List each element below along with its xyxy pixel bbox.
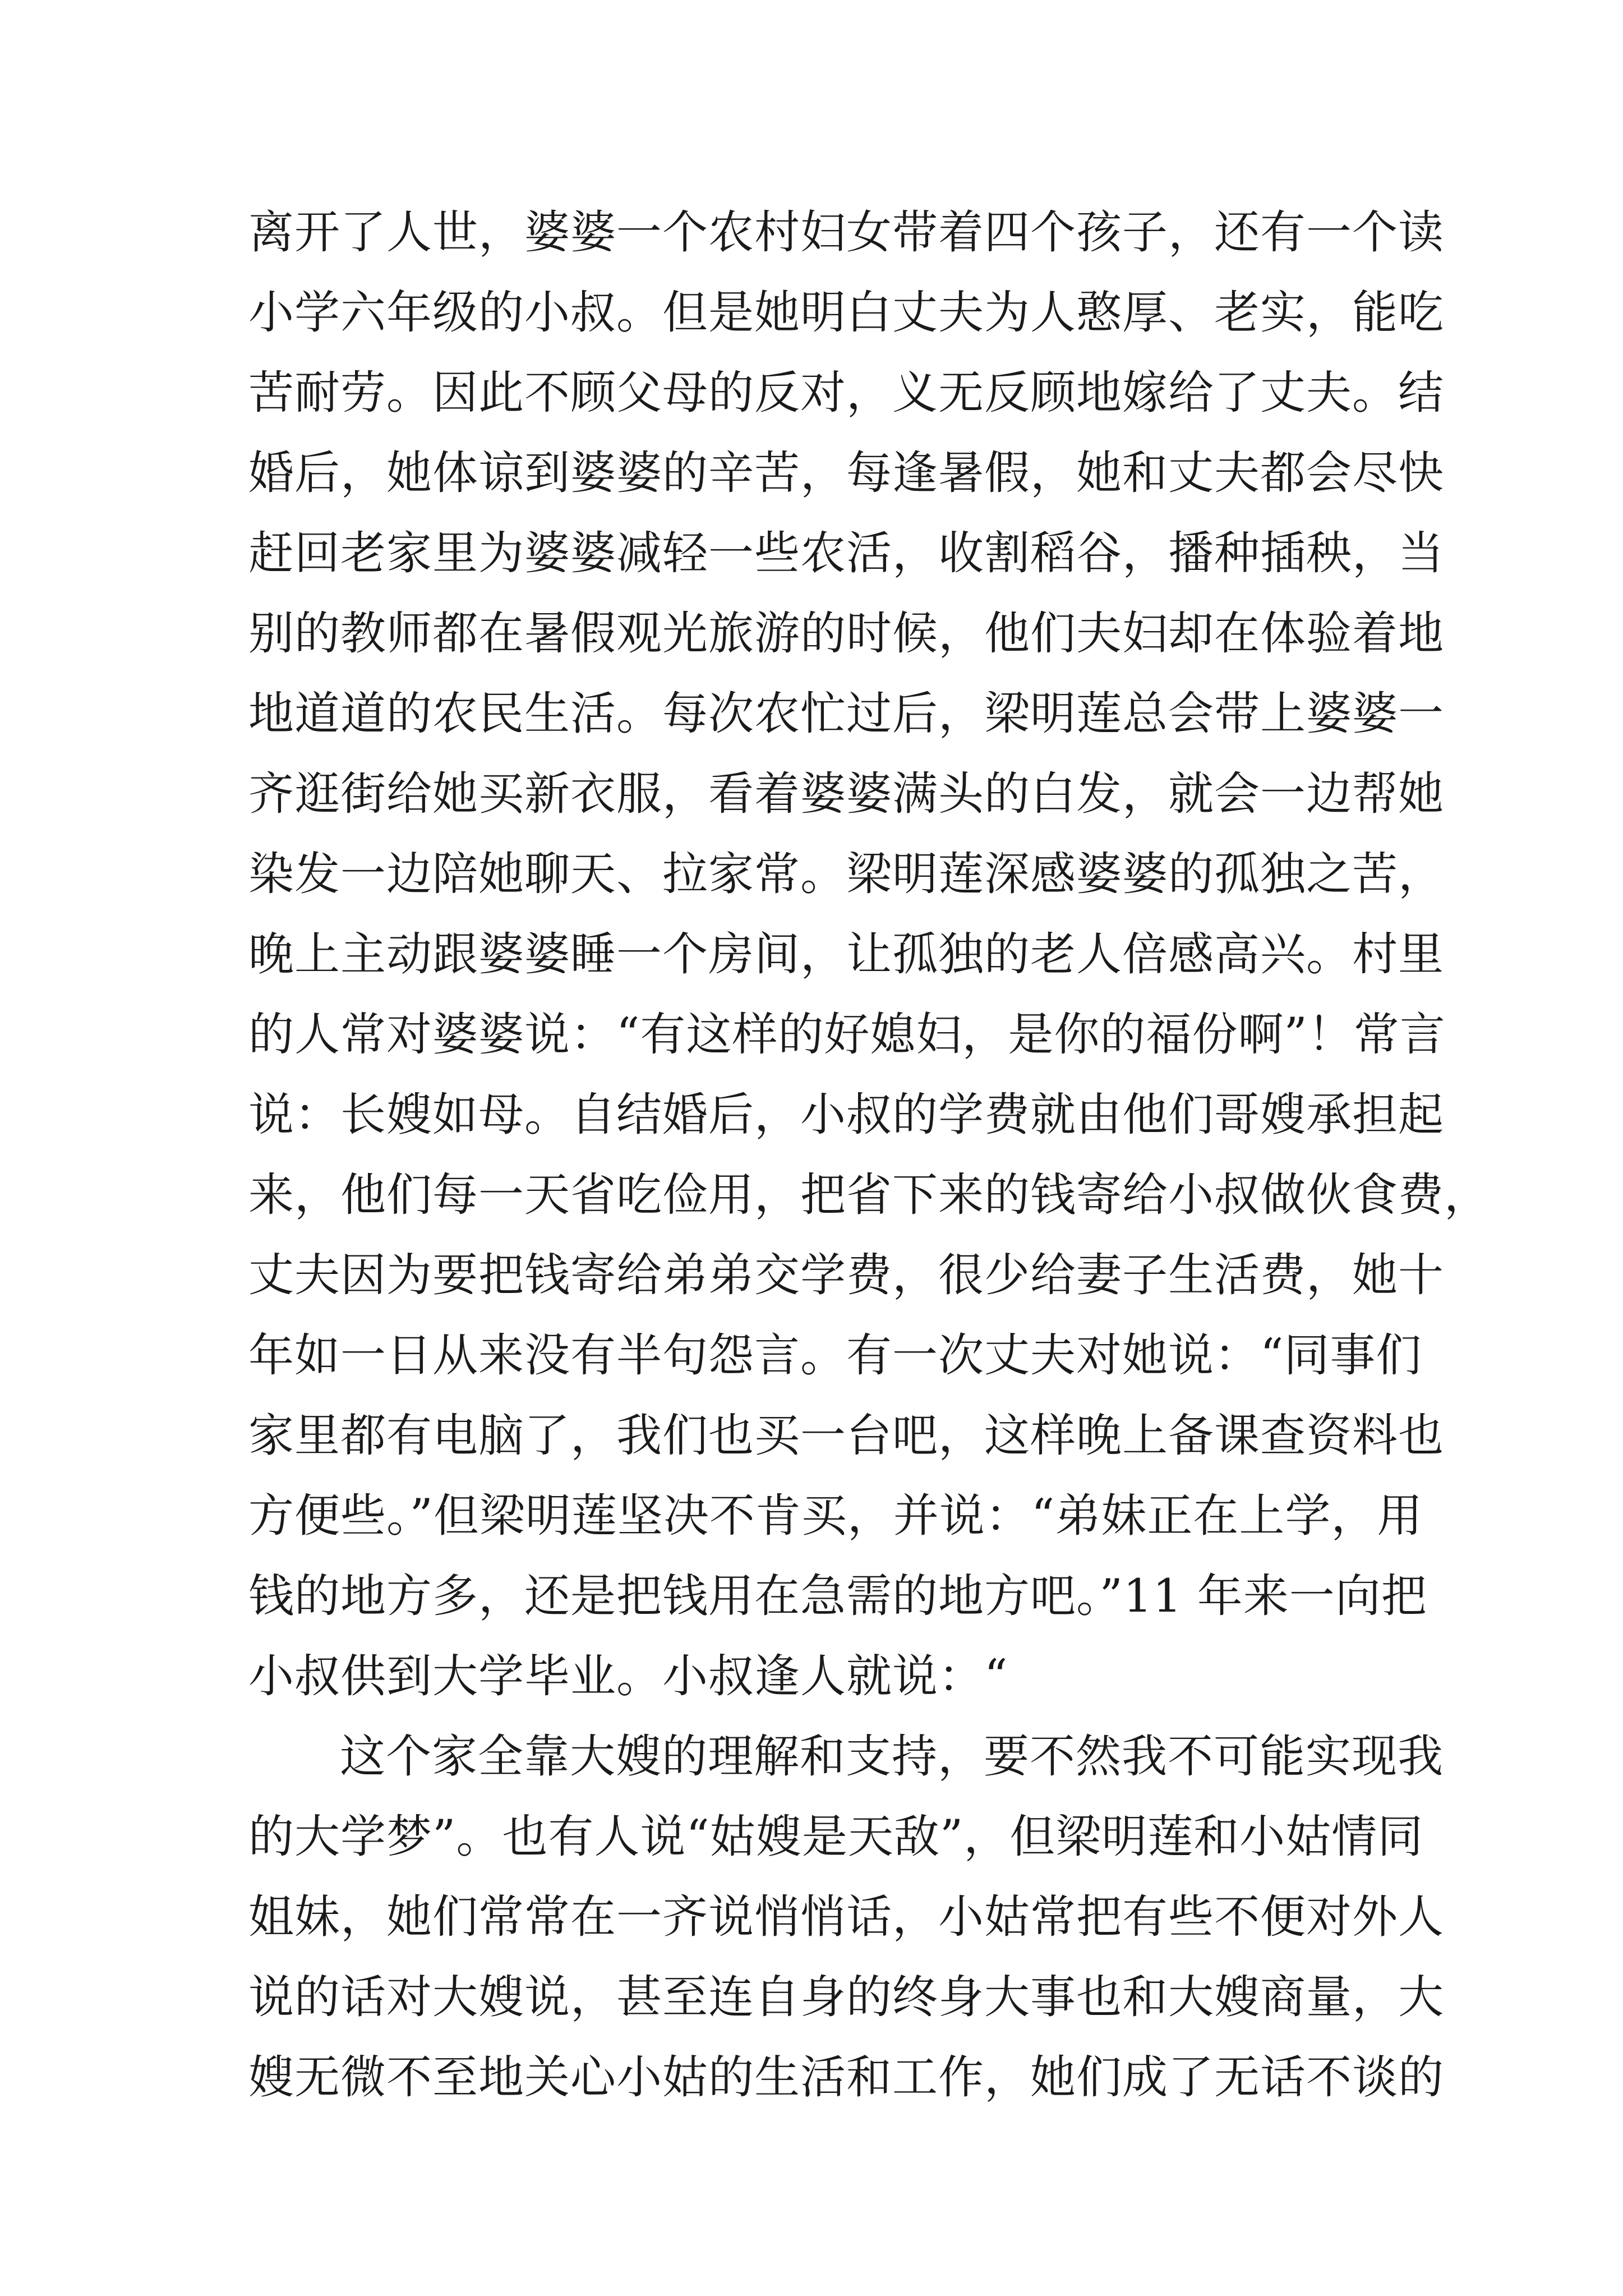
text-line: 姐妹，她们常常在一齐说悄悄话，小姑常把有些不便对外人 <box>248 1891 1445 1944</box>
text-line: 这个家全靠大嫂的理解和支持，要不然我不可能实现我 <box>340 1731 1444 1783</box>
text-line: 方便些。”但梁明莲坚决不肯买，并说：“弟妹正在上学，用 <box>248 1490 1423 1543</box>
text-line: 离开了人世，婆婆一个农村妇女带着四个孩子，还有一个读 <box>248 206 1445 259</box>
text-line: 染发一边陪她聊天、拉家常。梁明莲深感婆婆的孤独之苦， <box>248 848 1445 901</box>
text-line: 年如一日从来没有半句怨言。有一次丈夫对她说：“同事们 <box>248 1329 1422 1382</box>
text-line: 苦耐劳。因此不顾父母的反对，义无反顾地嫁给了丈夫。结 <box>248 367 1445 420</box>
text-line: 婚后，她体谅到婆婆的辛苦，每逢暑假，她和丈夫都会尽快 <box>248 447 1445 500</box>
text-line: 地道道的农民生活。每次农忙过后，梁明莲总会带上婆婆一 <box>248 688 1445 740</box>
text-line: 齐逛街给她买新衣服，看着婆婆满头的白发，就会一边帮她 <box>248 768 1445 821</box>
text-line: 来，他们每一天省吃俭用，把省下来的钱寄给小叔做伙食费， <box>248 1169 1491 1222</box>
text-line: 赶回老家里为婆婆减轻一些农活，收割稻谷，播种插秧，当 <box>248 527 1445 580</box>
text-line: 丈夫因为要把钱寄给弟弟交学费，很少给妻子生活费，她十 <box>248 1249 1445 1302</box>
text-line: 说的话对大嫂说，甚至连自身的终身大事也和大嫂商量，大 <box>248 1971 1445 2024</box>
text-line: 说：长嫂如母。自结婚后，小叔的学费就由他们哥嫂承担起 <box>248 1089 1445 1142</box>
text-line: 小叔供到大学毕业。小叔逢人就说：“ <box>248 1650 1008 1703</box>
text-line: 的人常对婆婆说：“有这样的好媳妇，是你的福份啊”！常言 <box>248 1009 1446 1061</box>
text-line: 晚上主动跟婆婆睡一个房间，让孤独的老人倍感高兴。村里 <box>248 928 1445 981</box>
text-line: 家里都有电脑了，我们也买一台吧，这样晚上备课查资料也 <box>248 1410 1445 1462</box>
text-line: 小学六年级的小叔。但是她明白丈夫为人憨厚、老实，能吃 <box>248 287 1445 339</box>
text-line: 嫂无微不至地关心小姑的生活和工作，她们成了无话不谈的 <box>248 2051 1445 2104</box>
text-line: 别的教师都在暑假观光旅游的时候，他们夫妇却在体验着地 <box>248 608 1445 660</box>
text-line: 的大学梦”。也有人说“姑嫂是天敌”，但梁明莲和小姑情同 <box>248 1811 1424 1864</box>
text-line: 钱的地方多，还是把钱用在急需的地方吧。”11 年来一向把 <box>248 1570 1427 1623</box>
